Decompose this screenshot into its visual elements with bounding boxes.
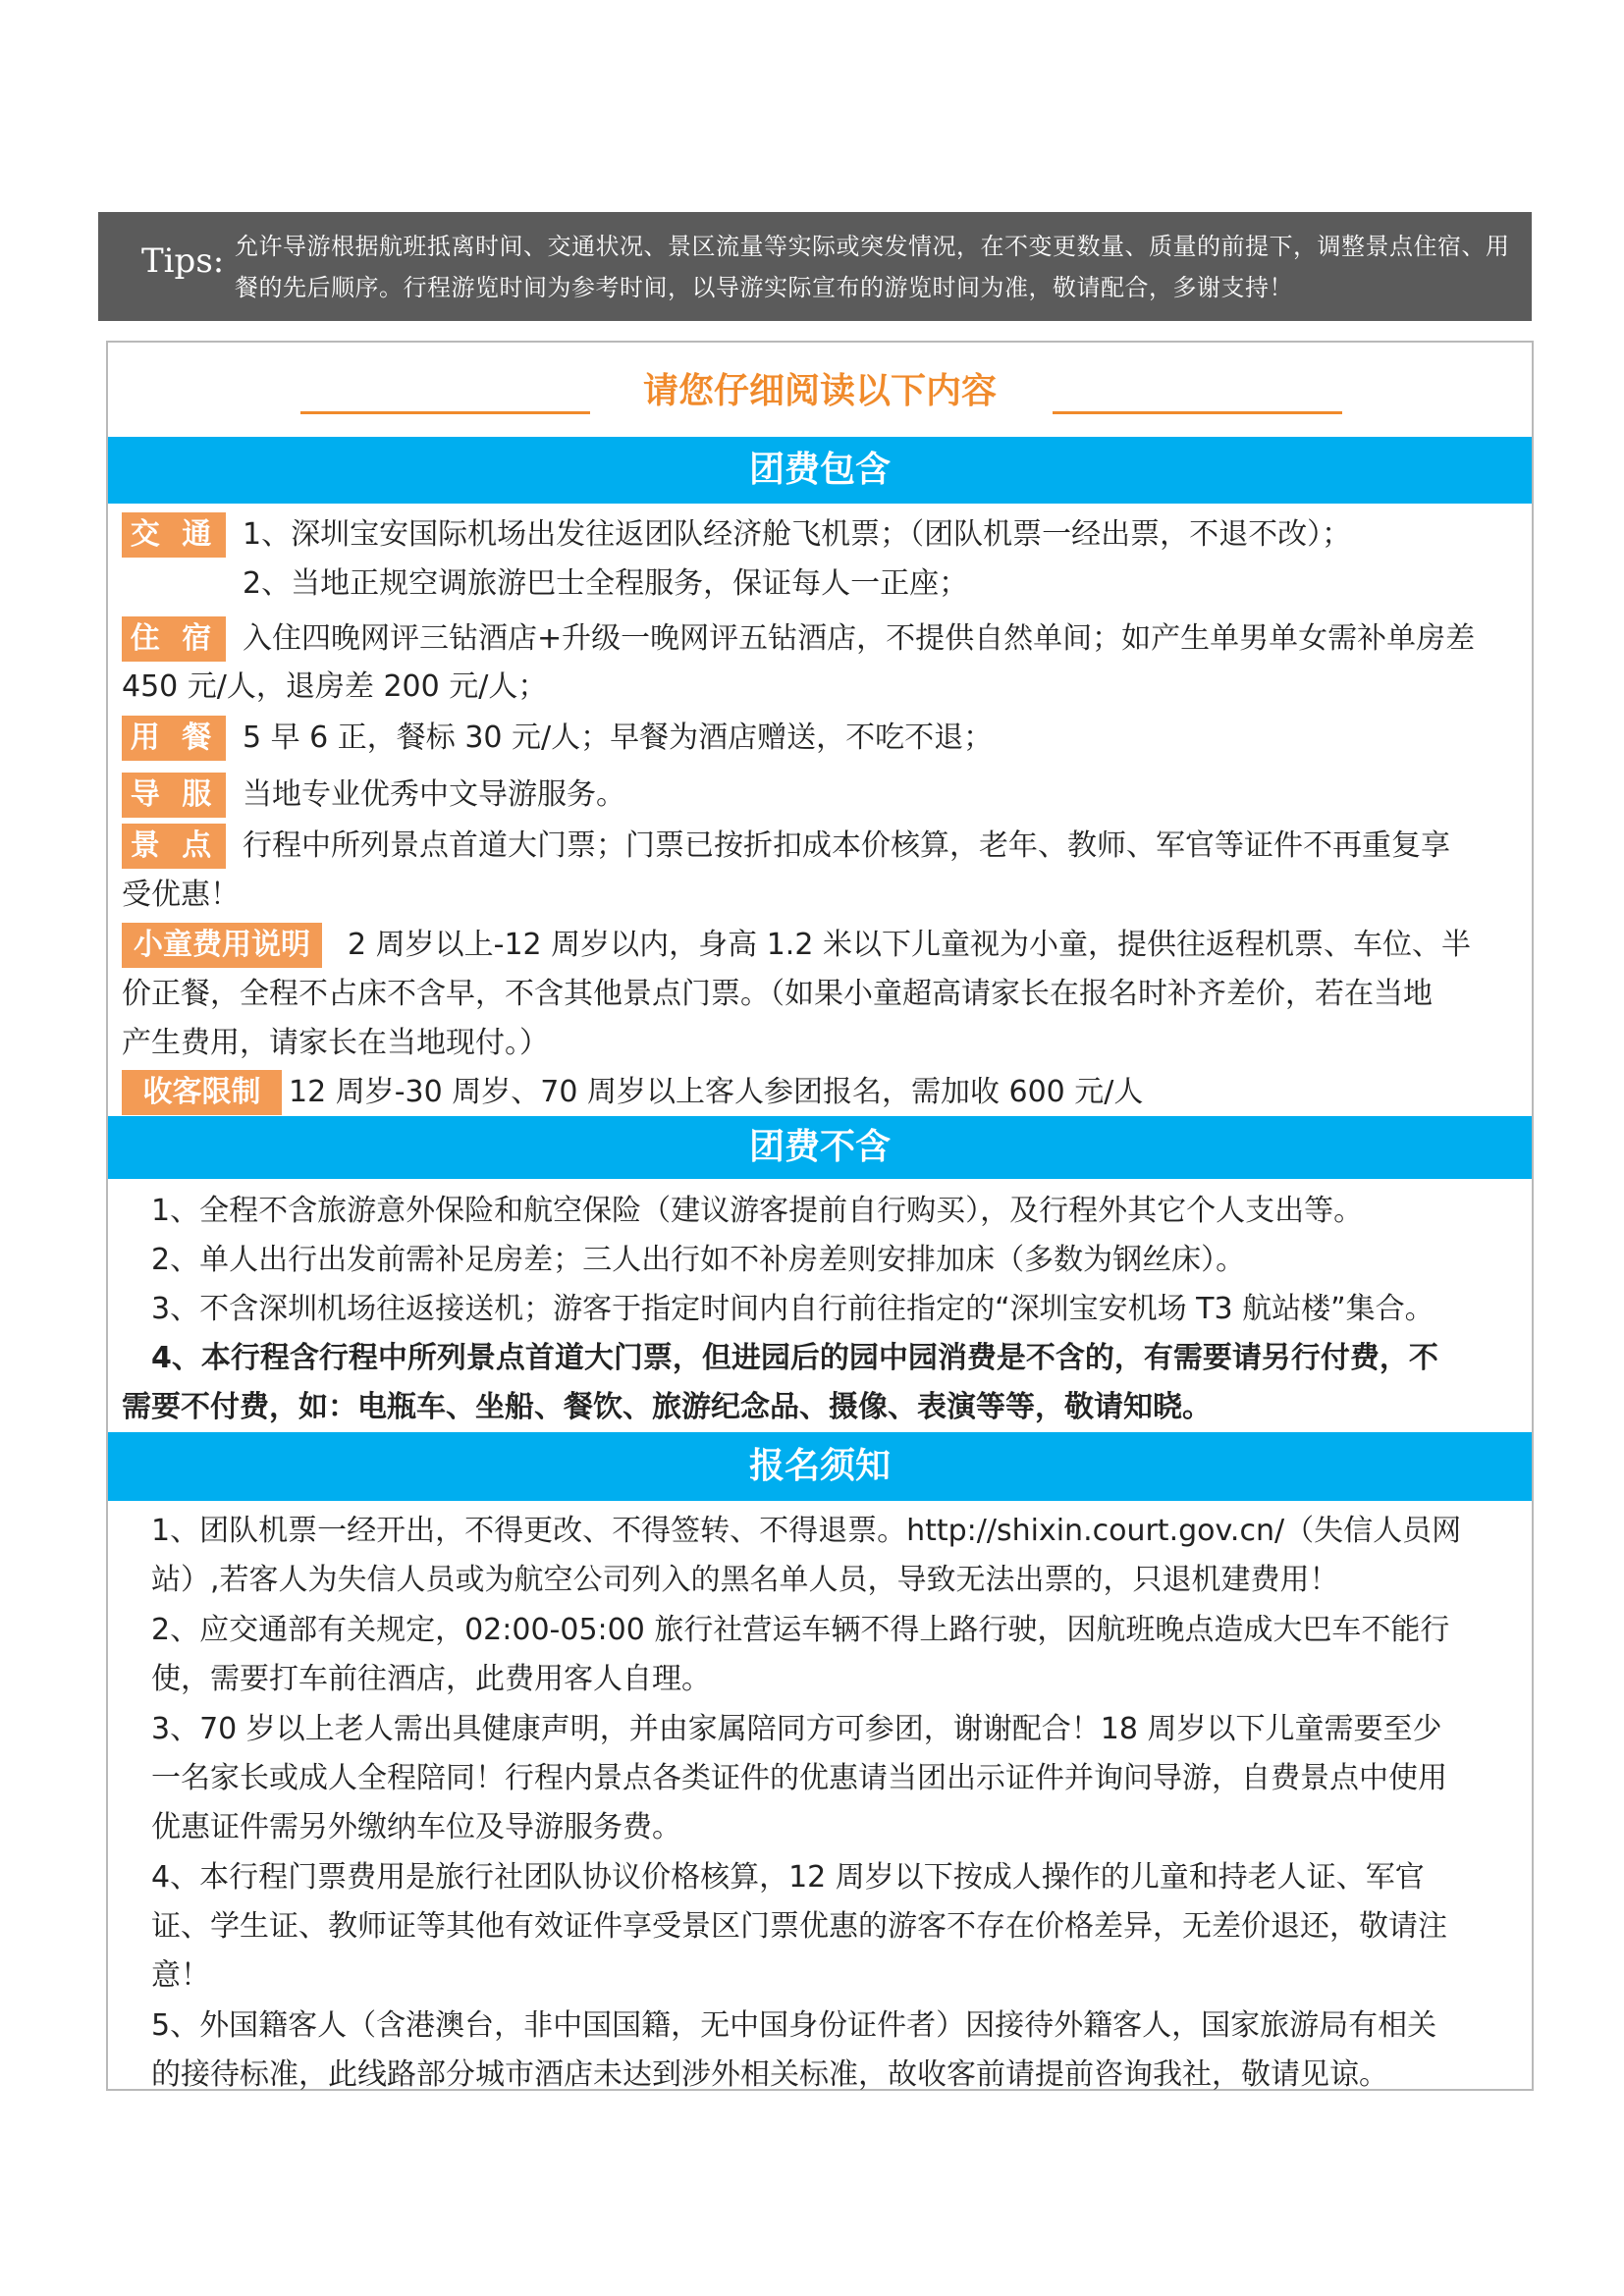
notice-4b: 证、学生证、教师证等其他有效证件享受景区门票优惠的游客不存在价格差异，无差价退还，敬请注 [151,1909,1447,1944]
tips-banner [98,212,1532,321]
tag-guide: 导 服 [122,773,226,818]
guide-line-1: 当地专业优秀中文导游服务。 [243,777,625,812]
section-included-heading: 团费包含 [108,437,1532,504]
notice-5a: 5、外国籍客人（含港澳台，非中国国籍，无中国身份证件者）因接待外籍客人，国家旅游局有相关 [151,2008,1437,2043]
transport-line-2: 2、当地正规空调旅游巴士全程服务，保证每人一正座； [243,566,969,601]
excluded-line-5: 需要不付费，如：电瓶车、坐船、餐饮、旅游纪念品、摄像、表演等等，敬请知晓。 [122,1390,1212,1424]
tag-limit: 收客限制 [122,1070,282,1115]
hotel-line-2: 450 元/人，退房差 200 元/人； [122,669,548,704]
notice-3a: 3、70 岁以上老人需出具健康声明，并由家属陪同方可参团，谢谢配合！18 周岁以下儿童需要至少 [151,1712,1442,1746]
tag-hotel: 住 宿 [122,616,226,662]
notice-4c: 意！ [151,1958,210,1993]
hotel-line-1: 入住四晚网评三钻酒店+升级一晚网评五钻酒店，不提供自然单间；如产生单男单女需补单房差 [243,621,1476,656]
tips-text: 允许导游根据航班抵离时间、交通状况、景区流量等实际或突发情况，在不变更数量、质量的前提下，调整景点住宿、用餐的先后顺序。行程游览时间为参考时间，以导游实际宣布的游览时间为准，敬请配合，多谢支持！ [235,233,1510,301]
tag-sights: 景 点 [122,824,226,869]
tips-label: Tips: [141,241,225,281]
tag-child-fee: 小童费用说明 [122,923,322,968]
child-line-3: 产生费用，请家长在当地现付。） [122,1026,549,1060]
notice-1a: 1、团队机票一经开出，不得更改、不得签转、不得退票。http://shixin.court.gov.cn/（失信人员网 [151,1514,1462,1548]
excluded-line-1: 1、全程不含旅游意外保险和航空保险（建议游客提前自行购买），及行程外其它个人支出等。 [151,1194,1364,1228]
limit-line-1: 12 周岁-30 周岁、70 周岁以上客人参团报名，需加收 600 元/人 [289,1075,1144,1109]
notice-3b: 一名家长或成人全程陪同！行程内景点各类证件的优惠请当团出示证件并询问导游，自费景点中使用 [151,1761,1447,1795]
excluded-line-2: 2、单人出行出发前需补足房差；三人出行如不补房差则安排加床（多数为钢丝床）。 [151,1243,1246,1277]
excluded-line-3: 3、不含深圳机场往返接送机；游客于指定时间内自行前往指定的“深圳宝安机场 T3 航站楼”集合。 [151,1292,1435,1326]
meals-line-1: 5 早 6 正，餐标 30 元/人；早餐为酒店赠送，不吃不退； [243,721,994,755]
transport-line-1: 1、深圳宝安国际机场出发往返团队经济舱飞机票；（团队机票一经出票，不退不改）； [243,517,1352,552]
info-box [106,341,1534,2091]
title-divider-right [1053,411,1342,414]
tag-transport: 交 通 [122,512,226,558]
notice-2b: 使，需要打车前往酒店，此费用客人自理。 [151,1662,711,1696]
sights-line-2: 受优惠！ [122,878,240,912]
section-notice-heading: 报名须知 [108,1432,1532,1501]
notice-3c: 优惠证件需另外缴纳车位及导游服务费。 [151,1810,681,1844]
notice-1b: 站）,若客人为失信人员或为航空公司列入的黑名单人员，导致无法出票的，只退机建费用！ [151,1563,1339,1597]
read-carefully-text: 请您仔细阅读以下内容 [642,371,997,411]
child-line-2: 价正餐，全程不占床不含早，不含其他景点门票。（如果小童超高请家长在报名时补齐差价，若在当地 [122,977,1433,1011]
sights-line-1: 行程中所列景点首道大门票；门票已按折扣成本价核算，老年、教师、军官等证件不再重复享 [243,828,1450,863]
notice-2a: 2、应交通部有关规定，02:00-05:00 旅行社营运车辆不得上路行驶，因航班晚点造成大巴车不能行 [151,1613,1450,1647]
excluded-line-4: 4、本行程含行程中所列景点首道大门票，但进园后的园中园消费是不含的，有需要请另行付费，不 [151,1341,1438,1375]
section-excluded-heading: 团费不含 [108,1116,1532,1179]
notice-5b: 的接待标准，此线路部分城市酒店未达到涉外相关标准，故收客前请提前咨询我社，敬请见谅。 [151,2057,1388,2092]
notice-4a: 4、本行程门票费用是旅行社团队协议价格核算，12 周岁以下按成人操作的儿童和持老人证、军官 [151,1860,1425,1895]
read-carefully-title [108,360,1532,419]
child-line-1: 2 周岁以上-12 周岁以内，身高 1.2 米以下儿童视为小童，提供往返程机票、车位、半 [348,928,1471,962]
tag-meals: 用 餐 [122,716,226,761]
